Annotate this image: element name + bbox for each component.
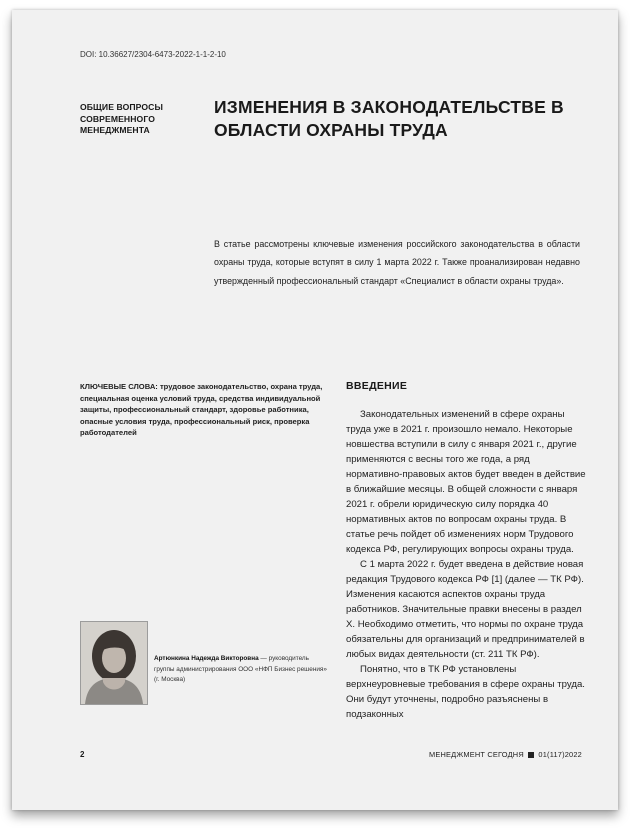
- section-heading: ВВЕДЕНИЕ: [346, 380, 408, 392]
- journal-footer: [429, 750, 582, 759]
- paragraph: Понятно, что в ТК РФ установлены верхнеуровневые требования в сфере охраны труда. Они будут уточнены, подробно разъяснены в подзаконных: [346, 664, 585, 720]
- author-photo: [80, 621, 148, 705]
- author-info: [154, 654, 328, 686]
- paragraph: С 1 марта 2022 г. будет введена в действие новая редакция Трудового кодекса РФ [1] (далее — ТК РФ). Изменения касаются аспектов охраны труда работников. Значительные правки внесены в раздел X. Необходимо отметить, что нормы по охране труда обязательны для организаций и предпринимателей в любых видах деятельности (ст. 211 ТК РФ).: [346, 559, 585, 660]
- author-position: — руководитель группы администрирования ООО «НФП Бизнес решения» (г. Москва): [154, 655, 327, 683]
- article-title: ИЗМЕНЕНИЯ В ЗАКОНОДАТЕЛЬСТВЕ В ОБЛАСТИ ОХРАНЫ ТРУДА: [214, 97, 564, 140]
- issue-number: 01(117)2022: [538, 750, 582, 759]
- paragraph: Законодательных изменений в сфере охраны труда уже в 2021 г. произошло немало. Некоторые новшества вступили в силу с января 2021 г., другие применяются с весны того же года, а ряд нормативно-правовых актов будет введен в действие в ближайшие месяцы. В общей сложности с января 2021 г. обрели юридическую силу порядка 40 нормативных актов по вопросам охраны труда. В статье речь пойдет об изменениях норм Трудового кодекса РФ, регулирующих вопросы охраны труда.: [346, 409, 586, 555]
- keywords: КЛЮЧЕВЫЕ СЛОВА: трудовое законодательство, охрана труда, специальная оценка условий труда, средства индивидуальной защиты, профессиональный стандарт, здоровье работника, опасные условия труда, профессиональный риск, проверка работодателей: [80, 382, 323, 437]
- author-name: Артюнкина Надежда Викторовна: [154, 655, 259, 662]
- journal-name: МЕНЕДЖМЕНТ СЕГОДНЯ: [428, 750, 524, 759]
- journal-page: [12, 10, 618, 810]
- abstract: В статье рассмотрены ключевые изменения российского законодательства в области охраны труда, которые вступят в силу 1 марта 2022 г. Также проанализирован недавно утвержденный профессиональный стандарт «Специалист в области охраны труда».: [214, 239, 580, 286]
- square-separator-icon: [528, 752, 534, 758]
- doi: DOI: 10.36627/2304-6473-2022-1-1-2-10: [80, 50, 226, 59]
- body-text: [346, 407, 588, 722]
- rubric: ОБЩИЕ ВОПРОСЫ СОВРЕМЕННОГО МЕНЕДЖМЕНТА: [80, 102, 163, 135]
- page-number: 2: [80, 750, 85, 759]
